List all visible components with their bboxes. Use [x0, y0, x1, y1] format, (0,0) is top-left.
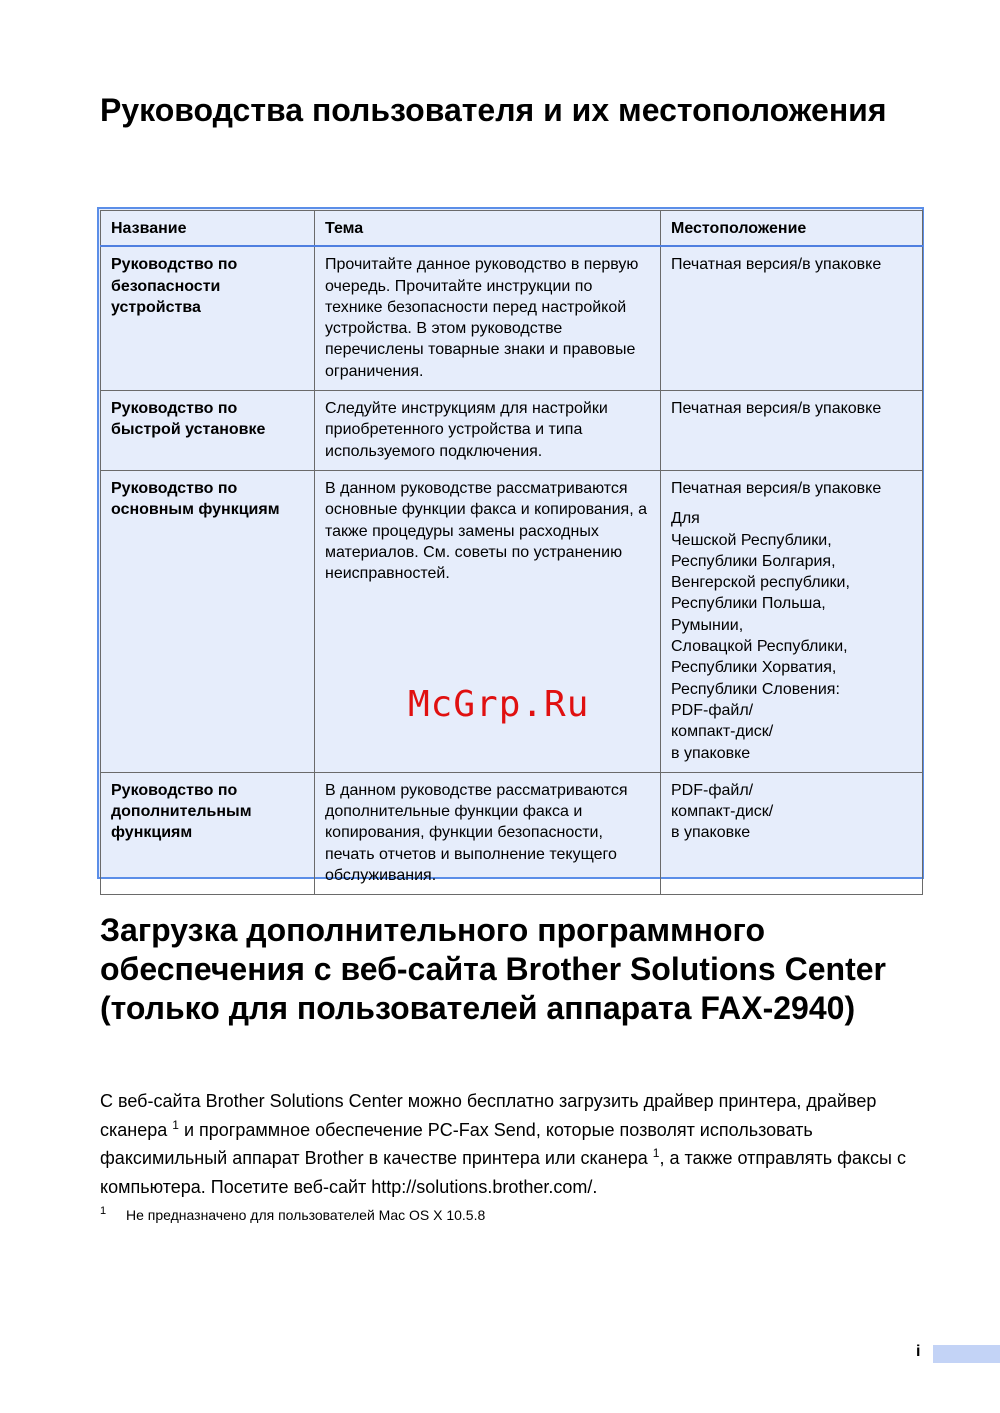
paragraph-text: и программное обеспечение PC-Fax Send, которые позволят использовать факсимильный аппарат Brother в качестве принтера или сканера: [100, 1119, 813, 1168]
guide-topic: В данном руководстве рассматриваются основные функции факса и копирования, а также процедуры замены расходных материалов. См. советы по устранению неисправностей.: [315, 470, 661, 772]
location-line: Чешской Республики,: [671, 531, 832, 549]
location-line: Печатная версия/в упаковке: [671, 256, 882, 274]
guide-topic: В данном руководстве рассматриваются дополнительные функции факса и копирования, функции безопасности, печать отчетов и выполнение текущего обслуживания.: [315, 772, 661, 894]
location-line: в упаковке: [671, 824, 751, 842]
table-row: [101, 772, 923, 894]
footnote-number: 1: [100, 1205, 107, 1217]
location-line: PDF-файл/: [671, 781, 754, 799]
location-line: Республики Болгария,: [671, 552, 836, 570]
location-line: PDF-файл/: [671, 701, 754, 719]
location-line: Республики Хорватия,: [671, 659, 837, 677]
location-line: в упаковке: [671, 744, 751, 762]
location-line: Республики Словения:: [671, 680, 840, 698]
location-line: компакт-диск/: [671, 803, 774, 821]
watermark: McGrp.Ru: [408, 684, 590, 725]
guide-location: [661, 772, 923, 894]
user-guides-table-frame: [97, 207, 924, 885]
section-title-user-guides: Руководства пользователя и их местоположения: [100, 92, 887, 128]
column-header-name: Название: [101, 211, 315, 247]
user-guides-table: [100, 210, 923, 895]
footnote-reference[interactable]: 1: [172, 1117, 179, 1132]
guide-location: [661, 391, 923, 471]
location-line: Венгерской республики,: [671, 574, 850, 592]
table-row: [101, 391, 923, 471]
guide-name: Руководство по дополнительным функциям: [101, 772, 315, 894]
location-line: Словацкой Республики,: [671, 638, 848, 656]
location-line: Печатная версия/в упаковке: [671, 400, 882, 418]
table-header-row: [101, 211, 923, 247]
paragraph-text: , а также отправлять факсы с компьютера. Посетите веб-сайт http://solutions.brother.com/.: [100, 1148, 906, 1197]
location-line: Румынии,: [671, 616, 744, 634]
table-row: [101, 246, 923, 390]
page-tab-marker: [933, 1345, 1000, 1363]
location-line: компакт-диск/: [671, 723, 774, 741]
footnote-reference[interactable]: 1: [652, 1146, 660, 1160]
section-title-software-download: Загрузка дополнительного программного обеспечения с веб-сайта Brother Solutions Center (только для пользователей аппарата FAX-2940): [100, 912, 886, 1026]
footnote-text: Не предназначено для пользователей Mac OS X 10.5.8: [126, 1207, 486, 1223]
guide-topic: Следуйте инструкциям для настройки приобретенного устройства и типа используемого подключения.: [315, 391, 661, 471]
paragraph-text: С веб-сайта Brother Solutions Center можно бесплатно загрузить драйвер принтера, драйвер сканера: [100, 1091, 877, 1140]
table-row: [101, 470, 923, 772]
location-line: Для: [671, 510, 700, 528]
location-line: Республики Польша,: [671, 595, 826, 613]
software-download-paragraph: [100, 1087, 930, 1201]
guide-name: Руководство по быстрой установке: [101, 391, 315, 471]
column-header-location: Местоположение: [661, 211, 923, 247]
guide-topic: Прочитайте данное руководство в первую очередь. Прочитайте инструкции по технике безопасности перед настройкой устройства. В этом руководстве перечислены товарные знаки и правовые ограничения.: [315, 246, 661, 390]
guide-name: Руководство по безопасности устройства: [101, 246, 315, 390]
column-header-topic: Тема: [315, 211, 661, 247]
guide-location: [661, 470, 923, 772]
location-line: Печатная версия/в упаковке: [671, 479, 882, 497]
guide-location: [661, 246, 923, 390]
page-number: i: [916, 1343, 921, 1360]
guide-name: Руководство по основным функциям: [101, 470, 315, 772]
